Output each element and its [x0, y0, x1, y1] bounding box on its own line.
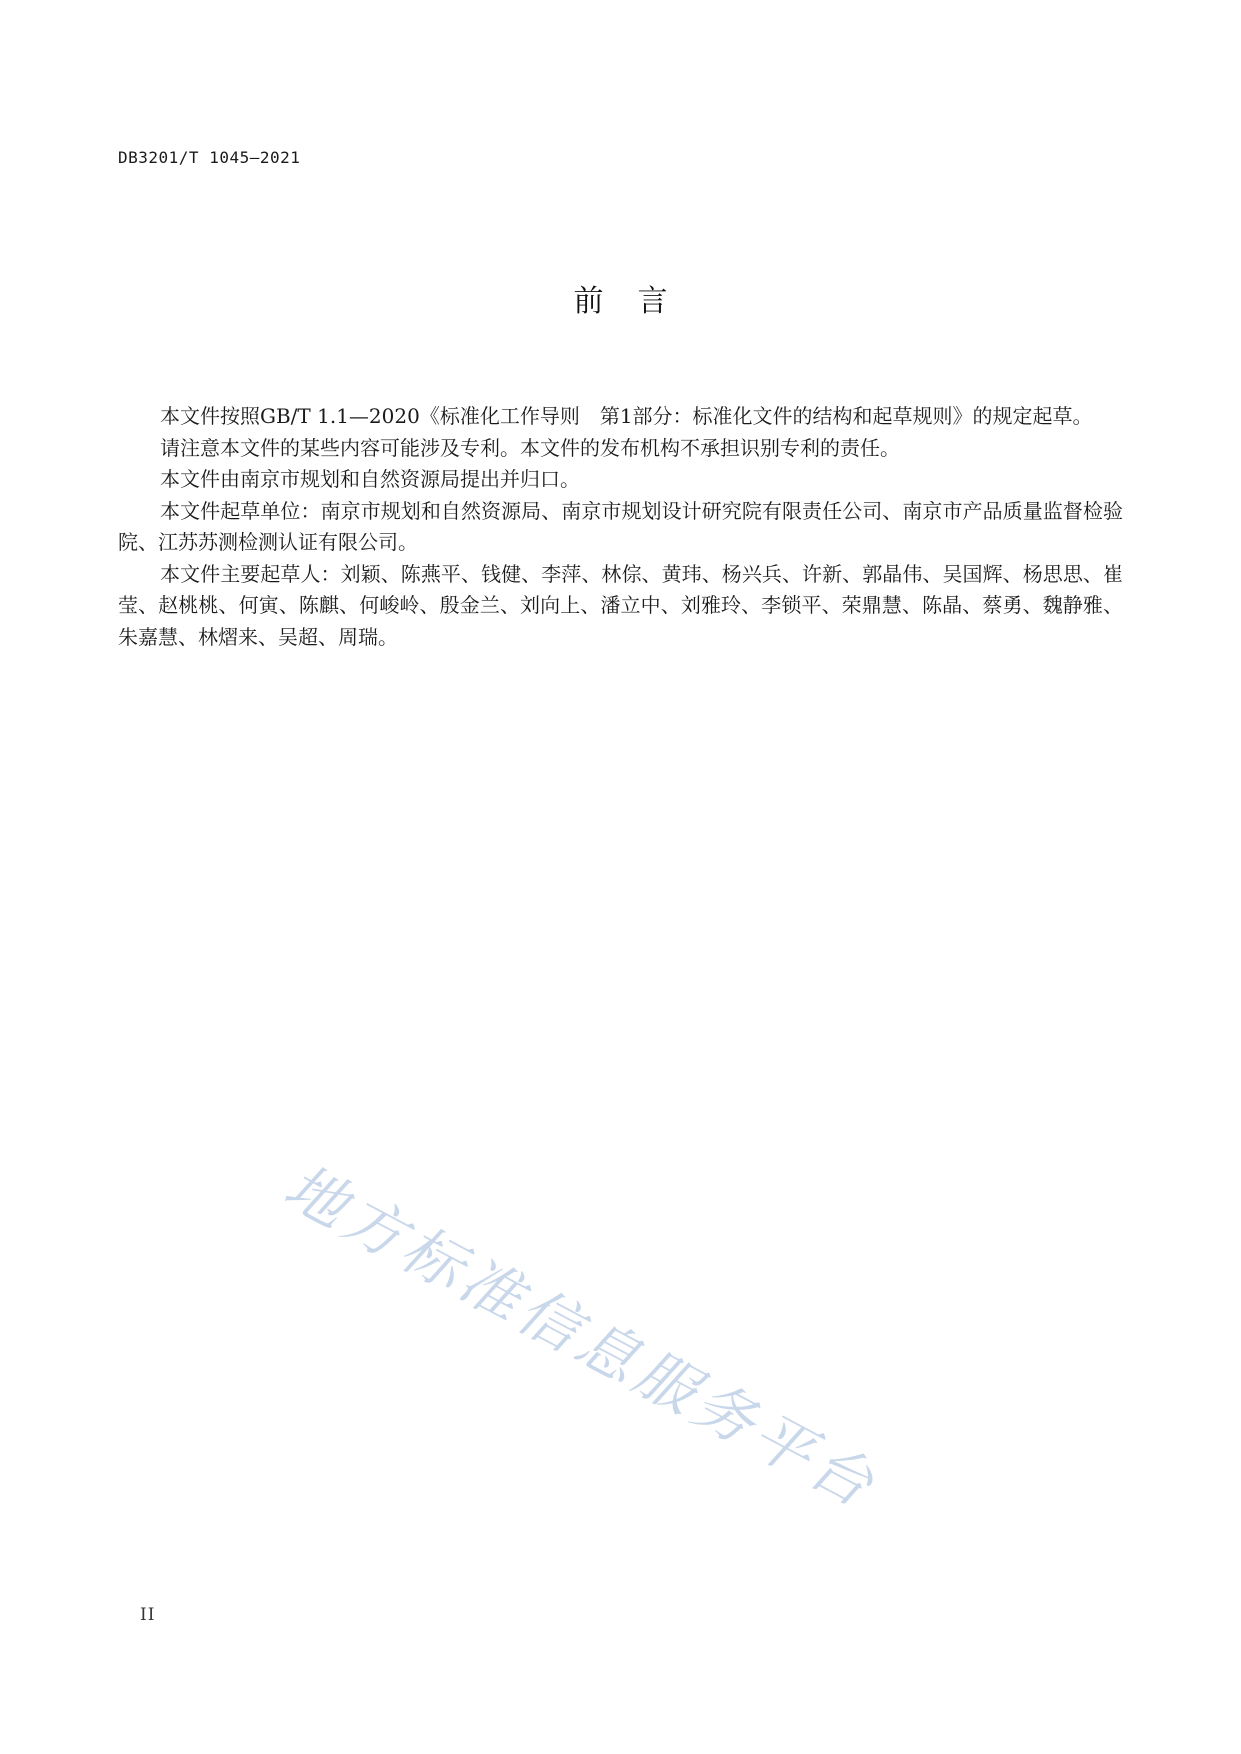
watermark: 地方标准信息服务平台: [273, 1151, 889, 1524]
preface-body: [118, 401, 1123, 653]
document-code: DB3201/T 1045—2021: [118, 148, 301, 167]
paragraph-drafters: 本文件主要起草人：刘颖、陈燕平、钱健、李萍、林倧、黄玮、杨兴兵、许新、郭晶伟、吴国辉、杨思思、崔莹、赵桃桃、何寅、陈麒、何峻岭、殷金兰、刘向上、潘立中、刘雅玲、李锁平、荣鼎慧、陈晶、蔡勇、魏静雅、朱嘉慧、林熠来、吴超、周瑞。: [118, 561, 1123, 649]
page-title: 前言: [573, 284, 702, 319]
paragraph-patent-notice: 请注意本文件的某些内容可能涉及专利。本文件的发布机构不承担识别专利的责任。: [160, 435, 900, 460]
paragraph-proposer: 本文件由南京市规划和自然资源局提出并归口。: [160, 467, 580, 491]
paragraph-drafting-rules: 本文件按照GB/T 1.1—2020《标准化工作导则 第1部分：标准化文件的结构和起草规则》的规定起草。: [160, 404, 1093, 428]
page-number: II: [140, 1605, 156, 1625]
paragraph-drafting-units: 本文件起草单位：南京市规划和自然资源局、南京市规划设计研究院有限责任公司、南京市产品质量监督检验院、江苏苏测检测认证有限公司。: [118, 498, 1123, 554]
